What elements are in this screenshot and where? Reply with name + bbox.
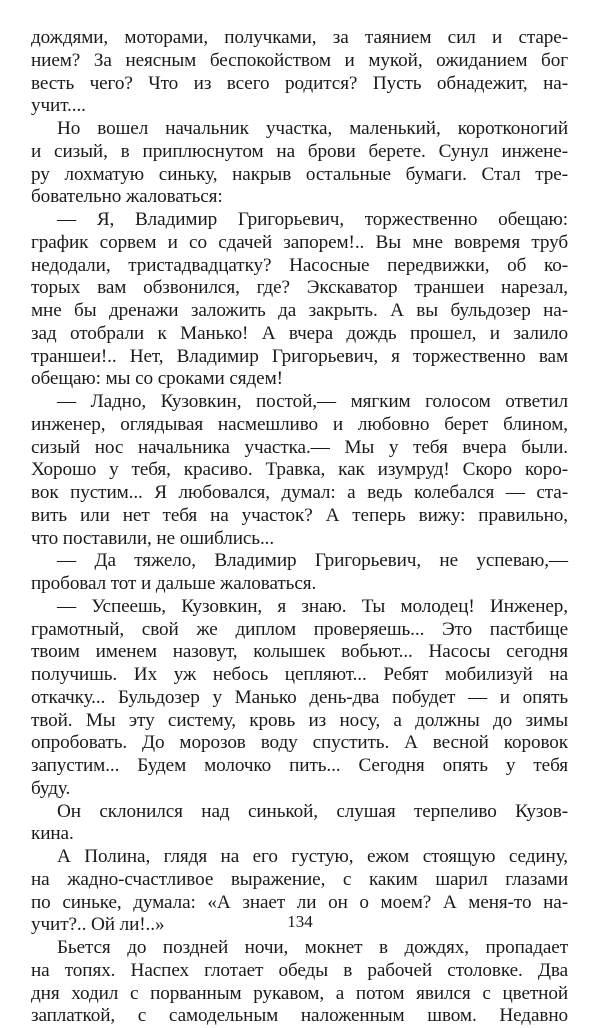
text-line: твой. Мы эту систему, кровь из носу, а должны до зимы <box>31 709 568 731</box>
text-line: дня ходил с порванным рукавом, а потом явился с цветной <box>31 982 568 1004</box>
text-line: по синьке, думала: «А знает ли он о моем? А меня-то на- <box>31 891 568 913</box>
text-line: и сизый, в приплюснутом на брови берете. Сунул инжене- <box>31 140 568 162</box>
text-line: Хорошо у тебя, красиво. Травка, как изумруд! Скоро коро- <box>31 459 568 481</box>
text-line: учит.... <box>31 95 86 117</box>
text-line: Он склонился над синькой, слушая терпеливо Кузов- <box>57 800 568 822</box>
book-page-text <box>31 27 568 1028</box>
text-line: сизый нос начальника участка.— Мы у тебя вчера были. <box>31 436 568 458</box>
text-line: весть чего? Что из всего родится? Пусть обнадежит, на- <box>31 72 568 94</box>
text-line: учит?.. Ой ли!..» <box>31 914 165 936</box>
text-line: получишь. Их уж небось цепляют... Ребят мобилизуй на <box>31 664 568 685</box>
text-line: буду. <box>31 777 71 799</box>
text-line: А Полина, глядя на его густую, ежом стоящую седину, <box>57 846 568 867</box>
text-line: — Я, Владимир Григорьевич, торжественно обещаю: <box>57 209 568 230</box>
text-line: недодали, тристадвадцатку? Насосные передвижки, об ко- <box>31 254 568 276</box>
text-line: график сорвем и со сдачей запорем!.. Вы мне вовремя труб <box>31 231 568 253</box>
text-line: Но вошел начальник участка, маленький, коротконогий <box>57 118 568 139</box>
text-line: нием? За неясным беспокойством и мукой, ожиданием бог <box>31 49 568 71</box>
text-line: опробовать. До морозов воду спустить. А весной коровок <box>31 732 568 754</box>
text-line: мне бы дренажи заложить да закрыть. А вы бульдозер на- <box>31 300 568 321</box>
text-line: зад отобрали к Манько! А вчера дождь прошел, и залило <box>31 322 568 344</box>
text-line: пробовал тот и дальше жаловаться. <box>31 573 317 594</box>
text-line: запустим... Будем молочко пить... Сегодня опять у тебя <box>31 755 568 776</box>
text-line: Бьется до поздней ночи, мокнет в дождях, пропадает <box>57 937 568 958</box>
text-line: на топях. Наспех глотает обеды в рабочей столовке. Два <box>31 959 568 981</box>
text-line: на жадно-счастливое выражение, с каким шарил глазами <box>31 868 568 890</box>
text-line: — Ладно, Кузовкин, постой,— мягким голосом ответил <box>57 391 568 412</box>
text-line: вок пустим... Я любовался, думал: а ведь колебался — ста- <box>31 482 568 503</box>
text-line: заплаткой, с самодельным наложенным швом. Недавно <box>31 1005 568 1027</box>
text-line: кина. <box>31 823 74 845</box>
text-line: — Успеешь, Кузовкин, я знаю. Ты молодец! Инженер, <box>57 595 568 617</box>
text-line: инженер, оглядывая насмешливо и любовно берет блином, <box>31 413 568 435</box>
text-line: откачку... Бульдозер у Манько день-два побудет — и опять <box>31 686 568 708</box>
text-line: ру лохматую синьку, накрыв остальные бумаги. Стал тре- <box>31 163 568 185</box>
text-line: твоим именем назовут, колышек вобьют... Насосы сегодня <box>31 641 568 663</box>
text-line: — Да тяжело, Владимир Григорьевич, не успеваю,— <box>57 550 568 572</box>
page-number: 134 <box>287 912 313 931</box>
text-line: вить или нет тебя на участок? А теперь вижу: правильно, <box>31 504 568 526</box>
text-line: обещаю: мы со сроками сядем! <box>31 368 283 390</box>
text-line: что поставили, не ошиблись... <box>31 527 275 549</box>
text-line: бовательно жаловаться: <box>31 186 223 208</box>
text-line: грамотный, свой же диплом проверяешь... Это пастбище <box>31 618 568 640</box>
text-line: траншеи!.. Нет, Владимир Григорьевич, я торжественно вам <box>31 345 568 367</box>
text-line: торых вам обзвонился, где? Экскаватор траншеи нарезал, <box>31 277 568 299</box>
text-line: дождями, моторами, получками, за таянием сил и старе- <box>31 27 568 48</box>
